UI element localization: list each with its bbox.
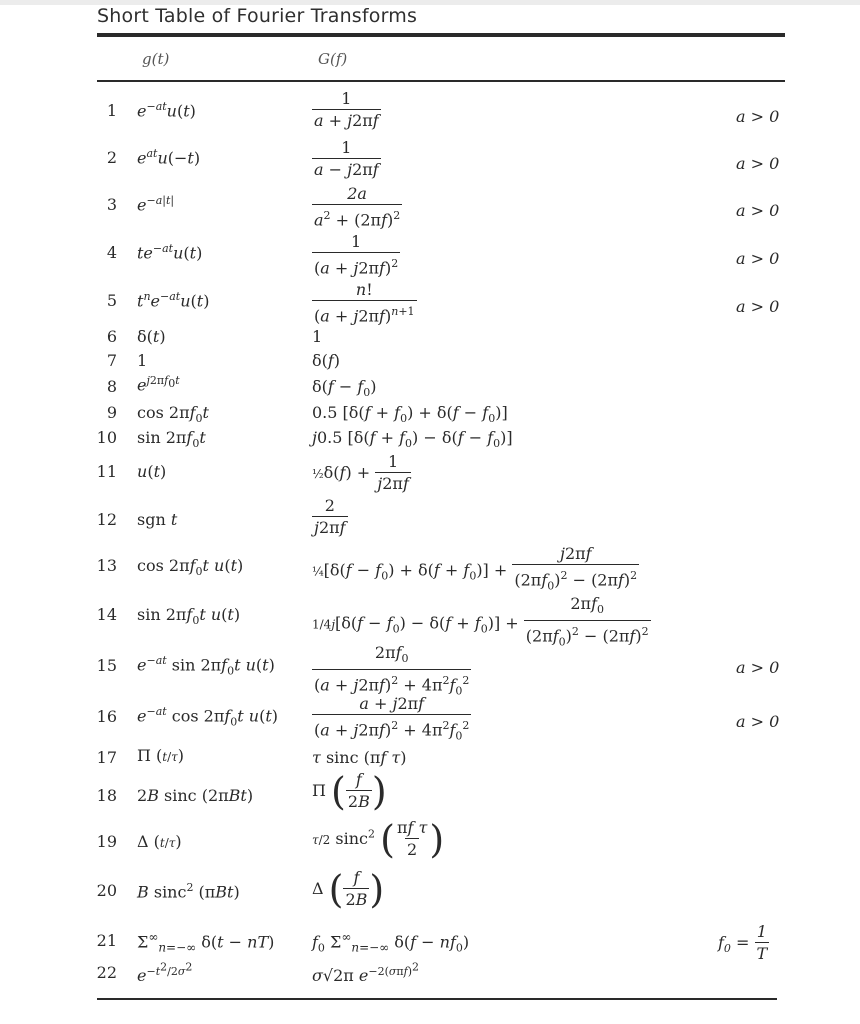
- G-expr-22: σ√2π $e^{-2(\sigma\pi f)^2}$: [312, 960, 420, 985]
- bottom-rule: [97, 998, 777, 1000]
- row-number: 13: [96, 556, 117, 575]
- G-expr-20: Δ ( $\frac{f}{2B}$ ): [312, 867, 385, 912]
- G-expr-1: $\frac{1}{a + j2\pi f}$: [314, 89, 379, 130]
- row-number: 6: [106, 327, 117, 346]
- G-expr-17: τ sinc (πf τ): [312, 748, 407, 767]
- row-number: 17: [96, 748, 117, 767]
- g-expr-7: 1: [137, 351, 148, 370]
- G-expr-8: $\delta(f - f_0)$: [312, 377, 377, 400]
- G-expr-2: $\frac{1}{a - j2\pi f}$: [314, 138, 379, 179]
- row-number: 8: [106, 377, 117, 396]
- g-expr-5: $t^ne^{-at}u(t)$: [137, 290, 210, 311]
- g-expr-21: $\Sigma^\infty_{n=-\infty}$ δ(t − nT): [137, 930, 275, 955]
- row-number: 7: [106, 351, 117, 370]
- row-number: 12: [96, 510, 117, 529]
- G-expr-5: $\frac{n!}{(a + j2\pi f)^{n+1}}$: [314, 280, 415, 326]
- G-expr-19: τ/2 sinc$^2$ ( $\frac{\text{πf τ}}{2}$ ): [312, 817, 445, 862]
- header-g: g(t): [142, 50, 170, 68]
- g-expr-12: sgn t: [137, 510, 178, 529]
- G-expr-15: $\frac{2\pi f_0}{(a + j2\pi f)^2 + 4\pi^2f_0^2}$: [312, 643, 471, 703]
- G-expr-4: $\frac{1}{(a + j2\pi f)^2}$: [314, 232, 399, 278]
- G-expr-7: δ(f): [312, 351, 341, 370]
- f0-relation: $f_0$ = $\frac{1}{T}$: [718, 922, 768, 963]
- row-number: 4: [106, 243, 117, 262]
- row-number: 20: [96, 881, 117, 900]
- page-title: Short Table of Fourier Transforms: [97, 5, 418, 27]
- condition: a > 0: [736, 658, 780, 677]
- condition: a > 0: [736, 201, 780, 220]
- g-expr-6: δ(t): [137, 327, 166, 346]
- header-G: G(f): [318, 50, 348, 68]
- g-expr-16: $e^{-at}$ $\cos 2\pi f_0t$ u(t): [137, 705, 279, 729]
- g-expr-18: 2B sinc (2πBt): [137, 786, 254, 805]
- row-number: 15: [96, 656, 117, 675]
- g-expr-13: $\cos 2\pi f_0t$ u(t): [137, 556, 244, 579]
- g-expr-11: u(t): [137, 462, 167, 481]
- g-expr-19: Δ (t/τ): [137, 832, 182, 851]
- row-number: 10: [96, 428, 117, 447]
- G-expr-6: 1: [312, 327, 323, 346]
- g-expr-22: $e^{-t^2/2\sigma^2}$: [137, 960, 193, 985]
- row-number: 3: [106, 195, 117, 214]
- condition: a > 0: [736, 712, 780, 731]
- row-number: 2: [106, 148, 117, 167]
- G-expr-11: ½δ(f) + $\frac{1}{j2\pi f}$: [312, 452, 409, 493]
- g-expr-20: B sinc$^2$ (πBt): [137, 881, 240, 902]
- header-rule: [97, 80, 785, 82]
- g-expr-4: $te^{-at}u(t)$: [137, 242, 203, 263]
- G-expr-13: ¼[δ(f − $f_0) + \delta(f + f_0)$] + $\frac{j2\pi f}{(2\pi f_0)^2 - (2\pi f)^2}$: [312, 544, 639, 598]
- g-expr-3: $e^{-a|t|}$: [137, 194, 175, 215]
- g-expr-17: Π (t/τ): [137, 746, 185, 765]
- G-expr-16: $\frac{a + j2\pi f}{(a + j2\pi f)^2 + 4\pi^2f_0^2}$: [312, 694, 471, 748]
- G-expr-18: Π ( $\frac{f}{2B}$ ): [312, 769, 387, 814]
- g-expr-9: $\cos 2\pi f_0t$: [137, 403, 209, 426]
- G-expr-12: $\frac{2}{j2\pi f}$: [314, 496, 346, 537]
- row-number: 14: [96, 605, 117, 624]
- G-expr-9: 0.5 $[\delta(f + f_0) + \delta(f - f_0)]$: [312, 403, 508, 426]
- row-number: 21: [96, 931, 117, 950]
- row-number: 1: [106, 101, 117, 120]
- row-number: 11: [96, 462, 117, 481]
- g-expr-8: $e^{j2\pi f_0t}$: [137, 374, 180, 395]
- row-number: 5: [106, 291, 117, 310]
- condition: a > 0: [736, 297, 780, 316]
- row-number: 18: [96, 786, 117, 805]
- G-expr-10: j0.5 $[\delta(f + f_0) - \delta(f - f_0)]$: [312, 428, 513, 451]
- G-expr-21: $f_0$ $\Sigma^\infty_{n=-\infty}$ $\delta(f - nf_0)$: [312, 930, 470, 955]
- condition: a > 0: [736, 249, 780, 268]
- row-number: 16: [96, 707, 117, 726]
- row-number: 9: [106, 403, 117, 422]
- g-expr-1: $e^{-at}u(t)$: [137, 100, 196, 121]
- g-expr-2: $e^{at}u(-t)$: [137, 147, 201, 168]
- g-expr-15: $e^{-at}$ $\sin 2\pi f_0t$ u(t): [137, 654, 275, 678]
- row-number: 19: [96, 832, 117, 851]
- G-expr-3: $\frac{2a}{a^2 + (2\pi f)^2}$: [314, 184, 401, 230]
- condition: a > 0: [736, 107, 780, 126]
- row-number: 22: [96, 963, 117, 982]
- title-rule: [97, 33, 785, 37]
- condition: a > 0: [736, 154, 780, 173]
- G-expr-14: $1/4j[\delta(f - f_0) - \delta(f + f_0)]$ + $\frac{2\pi f_0}{(2\pi f_0)^2 - (2\pi f)^2}$: [312, 594, 651, 654]
- g-expr-10: $\sin 2\pi f_0t$: [137, 428, 206, 451]
- g-expr-14: $\sin 2\pi f_0t$ u(t): [137, 605, 241, 628]
